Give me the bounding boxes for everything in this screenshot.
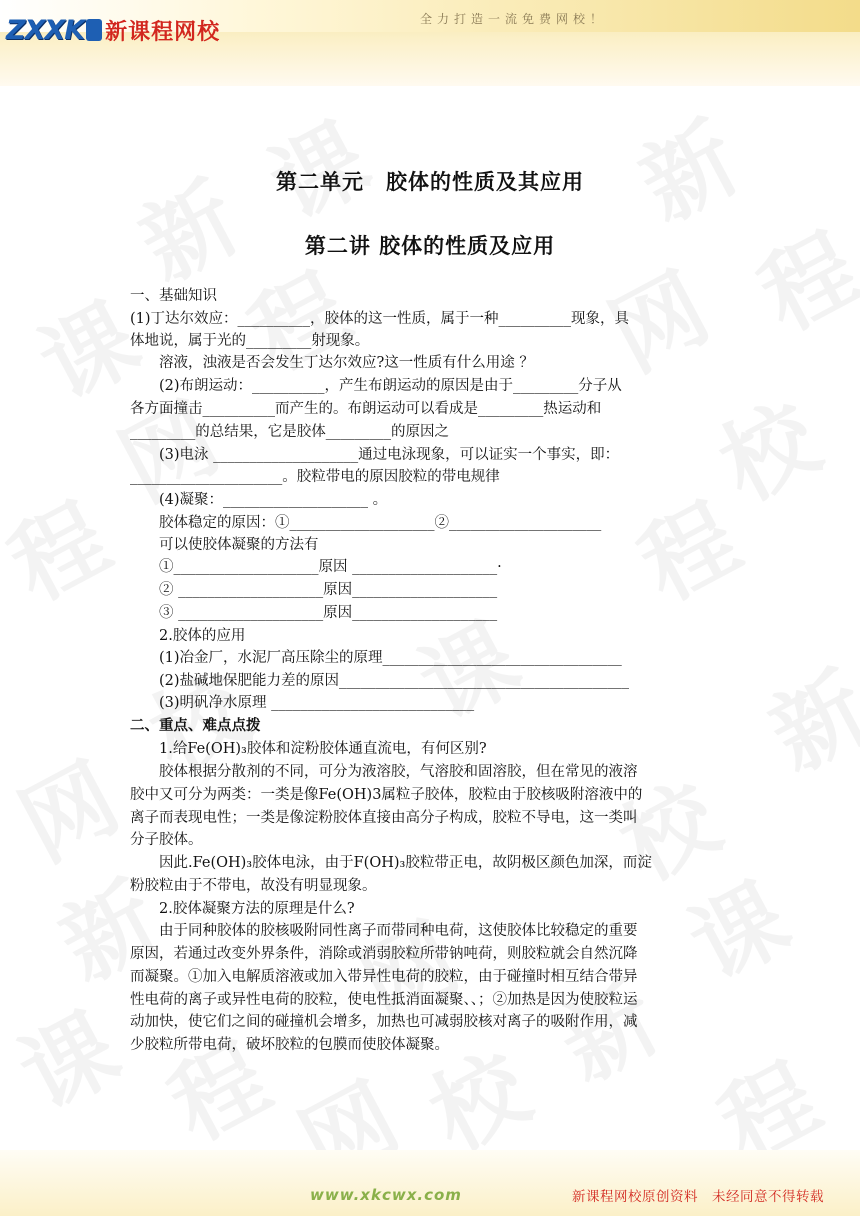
section-heading: 一、基础知识 [130, 288, 217, 304]
footer-band [0, 1150, 860, 1216]
text-line: 2.胶体的应用 [130, 628, 246, 644]
logo-mark: ZXXK [6, 14, 85, 46]
text-line: (3)明矾净水原理 ____________________________ [130, 695, 475, 711]
text-line: 胶体稳定的原因：①____________________②_____________________ [130, 515, 602, 531]
page-header [0, 0, 860, 86]
footer-copyright-note: 新课程网校原创资料 未经同意不得转载 [572, 1189, 824, 1205]
text-line: 原因，若通过改变外界条件，消除或消弱胶粒所带钠吨荷，则胶粒就会自然沉降 [130, 946, 638, 962]
text-line: _____________________。胶粒带电的原因胶粒的带电规律 [130, 469, 500, 485]
text-line: 1.给Fe(OH)₃胶体和淀粉胶体通直流电，有何区别? [130, 741, 487, 757]
text-line: ③ ____________________原因____________________ [130, 605, 498, 621]
text-line: _________的总结果，它是胶体_________的原因之 [130, 424, 449, 440]
text-line: 胶中又可分为两类：一类是像Fe(OH)3属粒子胶体，胶粒由于胶核吸附溶液中的 [130, 787, 643, 803]
text-line: (3)电泳 ____________________通过电泳现象，可以证实一个事实，即： [130, 447, 620, 463]
logo-text: 新课程网校 [105, 18, 221, 45]
section-heading: 二、重点、难点点拨 [130, 718, 261, 734]
text-line: (1)冶金厂，水泥厂高压除尘的原理_________________________________ [130, 650, 622, 666]
text-line: (2)布朗运动：__________，产生布朗运动的原因是由于_________分子从 [130, 378, 622, 394]
text-line: 溶液，浊液是否会发生丁达尔效应?这一性质有什么用途 ？ [130, 355, 534, 371]
text-line: 胶体根据分散剂的不同，可分为液溶胶，气溶胶和固溶胶，但在常见的液溶 [130, 764, 638, 780]
text-line: (4)凝聚：____________________ 。 [130, 492, 388, 508]
text-line: 而凝聚。①加入电解质溶液或加入带异性电荷的胶粒，由于碰撞时相互结合带异 [130, 969, 638, 985]
footer-url-link[interactable]: www.xkcwx.com [310, 1186, 462, 1204]
text-line: 体地说，属于光的_________射现象。 [130, 333, 370, 349]
site-logo[interactable] [6, 12, 220, 48]
logo-seal-icon [86, 19, 102, 41]
text-line: 性电荷的离子或异性电荷的胶粒，使电性抵消面凝聚、、；②加热是因为使胶粒运 [130, 992, 638, 1008]
text-line: ② ____________________原因____________________ [130, 582, 498, 598]
text-line: 动加快，使它们之间的碰撞机会增多，加热也可减弱胶核对离子的吸附作用，减 [130, 1014, 638, 1030]
text-line: (2)盐碱地保肥能力差的原因________________________________________ [130, 673, 630, 689]
header-slogan: 全力打造一流免费网校！ [420, 12, 608, 26]
text-line: 离子而表现电性；一类是像淀粉胶体直接由高分子构成，胶粒不导电，这一类叫 [130, 810, 638, 826]
text-line: (1)丁达尔效应：__________，胶体的这一性质，属于一种__________现象，具 [130, 311, 630, 327]
text-line: 2.胶体凝聚方法的原理是什么? [130, 901, 355, 917]
text-line: 粉胶粒由于不带电，故没有明显现象。 [130, 878, 377, 894]
document-subtitle: 第二讲 胶体的性质及应用 [304, 234, 556, 258]
text-line: 可以使胶体凝聚的方法有 [130, 537, 319, 553]
text-line: 少胶粒所带电荷，破坏胶粒的包膜而使胶体凝聚。 [130, 1037, 449, 1053]
text-line: 因此.Fe(OH)₃胶体电泳，由于F(OH)₃胶粒带正电，故阴极区颜色加深，而淀 [130, 855, 652, 871]
text-line: 由于同种胶体的胶核吸附同性离子而带同种电荷，这使胶体比较稳定的重要 [130, 923, 638, 939]
text-line: 分子胶体。 [130, 832, 203, 848]
text-line: ①____________________原因 ____________________· [130, 559, 502, 575]
document-title: 第二单元 胶体的性质及其应用 [276, 170, 584, 194]
text-line: 各方面撞击__________而产生的。布朗运动可以看成是_________热运动和 [130, 401, 602, 417]
